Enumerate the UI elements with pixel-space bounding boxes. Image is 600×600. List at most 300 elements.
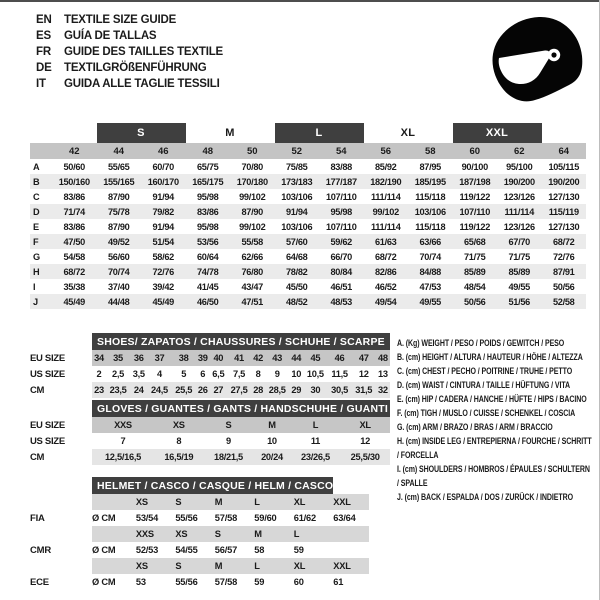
row-label: D bbox=[30, 204, 52, 219]
size-value: 190/200 bbox=[542, 174, 587, 189]
size-value: 85/89 bbox=[497, 264, 542, 279]
size-value: 45/50 bbox=[286, 281, 308, 292]
size-value: 87/90 bbox=[108, 221, 130, 232]
helmet-value-row bbox=[30, 542, 369, 558]
row-label: F bbox=[30, 234, 52, 249]
size-value: 65/68 bbox=[453, 234, 498, 249]
size-value: 60 bbox=[293, 577, 304, 587]
size-value: 54/55 bbox=[175, 545, 198, 555]
language-row bbox=[36, 46, 223, 62]
row-label: FIA bbox=[30, 512, 45, 524]
size-value: 115/119 bbox=[542, 204, 587, 219]
size-value: 45 bbox=[303, 350, 327, 366]
size-value: 68/72 bbox=[375, 251, 397, 262]
size-value: 90/100 bbox=[461, 161, 488, 172]
measurement-row bbox=[30, 264, 586, 279]
size-value: 91/94 bbox=[152, 191, 174, 202]
size-value: 20/24 bbox=[253, 449, 290, 465]
table-title-bar: HELMET / CASCO / CASQUE / HELM / CASCO bbox=[92, 477, 333, 494]
language-code: DE bbox=[36, 62, 52, 74]
size-value: 82/86 bbox=[364, 264, 409, 279]
size-value: 56/57 bbox=[214, 545, 238, 555]
size-value: 28 bbox=[251, 382, 265, 398]
size-value: 56/60 bbox=[108, 251, 130, 262]
spacer-cell bbox=[333, 477, 369, 494]
size-value: 50/56 bbox=[553, 281, 575, 292]
size-value: 55/65 bbox=[108, 161, 130, 172]
size-value: 155/165 bbox=[97, 174, 142, 189]
size-value: 49/52 bbox=[97, 234, 142, 249]
size-value: 59/62 bbox=[319, 234, 364, 249]
size-value: 80/84 bbox=[319, 264, 364, 279]
size-value: 177/187 bbox=[319, 174, 364, 189]
size-value: 66/70 bbox=[330, 251, 352, 262]
size-value: 42 bbox=[251, 350, 265, 366]
size-col-header: 64 bbox=[542, 143, 587, 159]
size-value: 5 bbox=[181, 369, 187, 379]
sub-row bbox=[30, 366, 390, 382]
size-value: 24 bbox=[130, 382, 147, 398]
size-value: 23,5 bbox=[106, 382, 130, 398]
size-value: XXS bbox=[136, 526, 175, 542]
language-title: TEXTILGRÖßENFÜHRUNG bbox=[64, 62, 207, 74]
size-value: 53/56 bbox=[186, 234, 231, 249]
size-value: 173/183 bbox=[275, 174, 320, 189]
legend-item: D. (cm) WAIST / CINTURA / TAILLE / HÜFTUNG / VITA bbox=[397, 380, 571, 390]
row-label: ECE bbox=[30, 576, 49, 588]
size-col-header: 52 bbox=[275, 143, 320, 159]
size-value: 74/78 bbox=[186, 264, 231, 279]
size-value: 59 bbox=[254, 577, 265, 587]
size-value: 41/45 bbox=[197, 281, 219, 292]
size-value: 72/76 bbox=[141, 264, 186, 279]
size-value: 36 bbox=[130, 350, 147, 366]
size-value: S bbox=[175, 558, 214, 574]
size-value: 107/110 bbox=[325, 221, 357, 232]
size-value: 2,5 bbox=[112, 369, 125, 379]
size-value: 6,5 bbox=[212, 369, 225, 379]
size-value: 38 bbox=[172, 350, 196, 366]
unit-cell bbox=[92, 526, 136, 542]
size-value: 41 bbox=[227, 350, 251, 366]
size-value: 95/98 bbox=[319, 204, 364, 219]
size-value: 165/175 bbox=[186, 174, 231, 189]
size-value: 182/190 bbox=[364, 174, 409, 189]
legend-item: H. (cm) INSIDE LEG / ENTREPIERNA / FOURCHE / SCHRITT / FORCELLA bbox=[397, 436, 592, 460]
size-value: 27,5 bbox=[227, 382, 251, 398]
size-value: 99/102 bbox=[239, 221, 266, 232]
size-value: 7,5 bbox=[233, 369, 246, 379]
size-value: 8 bbox=[255, 369, 261, 379]
size-value: M bbox=[215, 494, 254, 510]
size-value: 52/58 bbox=[542, 294, 587, 309]
size-value: 2 bbox=[96, 369, 102, 379]
language-code: EN bbox=[36, 14, 52, 26]
size-value: 87/95 bbox=[419, 161, 441, 172]
size-value: 47/51 bbox=[230, 294, 275, 309]
size-value: 59 bbox=[293, 545, 304, 555]
top-divider bbox=[0, 0, 600, 2]
corner-cell bbox=[30, 143, 52, 159]
language-code: ES bbox=[36, 30, 51, 42]
size-value: 50/60 bbox=[63, 161, 85, 172]
size-value: 63/64 bbox=[333, 513, 356, 523]
size-col-header: 62 bbox=[497, 143, 542, 159]
size-col-header: 48 bbox=[186, 143, 231, 159]
helmet-size-row bbox=[30, 526, 369, 542]
measurement-row bbox=[30, 249, 586, 264]
helmet-size-row bbox=[30, 558, 369, 574]
size-value: 123/126 bbox=[503, 221, 535, 232]
textile-size-table bbox=[30, 123, 586, 309]
measurement-row bbox=[30, 234, 586, 249]
size-value: XS bbox=[175, 526, 214, 542]
size-value: 59/60 bbox=[254, 513, 277, 523]
textile-size-table-head bbox=[30, 123, 586, 159]
table-title-row bbox=[30, 333, 390, 350]
size-value: 123/126 bbox=[503, 191, 535, 202]
size-value: 8 bbox=[176, 436, 182, 446]
size-group-S: S bbox=[97, 123, 186, 143]
size-value: 71/75 bbox=[508, 251, 530, 262]
row-label: CM bbox=[30, 384, 45, 396]
size-col-header: 54 bbox=[319, 143, 364, 159]
size-value: 57/58 bbox=[214, 513, 238, 523]
size-value: 51/54 bbox=[141, 234, 186, 249]
size-value: 45/49 bbox=[141, 294, 186, 309]
language-title: GUIDE DES TAILLES TEXTILE bbox=[64, 46, 223, 58]
size-value: 29 bbox=[289, 382, 303, 398]
size-value: 99/102 bbox=[239, 191, 266, 202]
size-value: 57/58 bbox=[214, 577, 238, 587]
size-value: 40 bbox=[210, 350, 227, 366]
language-row bbox=[36, 78, 223, 94]
size-value: 160/170 bbox=[141, 174, 186, 189]
size-value: 60/70 bbox=[152, 161, 174, 172]
size-value: 31,5 bbox=[352, 382, 376, 398]
size-col-header: 50 bbox=[230, 143, 275, 159]
size-value: 23 bbox=[92, 382, 106, 398]
size-value: 55/56 bbox=[175, 577, 198, 587]
row-label: CMR bbox=[30, 544, 52, 556]
size-value: 12 bbox=[358, 369, 369, 379]
legend-item: G. (cm) ARM / BRAZO / BRAS / ARM / BRACCIO bbox=[397, 422, 553, 432]
size-value: 79/82 bbox=[141, 204, 186, 219]
size-value bbox=[333, 526, 369, 542]
sub-row bbox=[30, 382, 390, 398]
size-value: XS bbox=[154, 417, 204, 433]
table-title-row bbox=[30, 400, 390, 417]
language-row bbox=[36, 30, 223, 46]
helmet-size-row bbox=[30, 494, 369, 510]
size-value: 55/56 bbox=[175, 513, 198, 523]
table-title-row bbox=[30, 477, 369, 494]
size-value: 53 bbox=[135, 577, 146, 587]
corner-cell bbox=[30, 123, 52, 143]
size-value: 150/160 bbox=[52, 174, 97, 189]
size-value: 107/110 bbox=[325, 191, 357, 202]
language-code: FR bbox=[36, 46, 51, 58]
size-value: 35/38 bbox=[63, 281, 85, 292]
language-title: TEXTILE SIZE GUIDE bbox=[64, 14, 177, 26]
size-value: 49/55 bbox=[408, 294, 453, 309]
size-value: 85/89 bbox=[453, 264, 498, 279]
size-value: 12 bbox=[360, 436, 371, 446]
size-value: 60/64 bbox=[197, 251, 219, 262]
size-value: 46/51 bbox=[330, 281, 352, 292]
language-title: GUIDA ALLE TAGLIE TESSILI bbox=[64, 78, 220, 90]
helmet-size-table bbox=[30, 477, 369, 590]
row-label: C bbox=[33, 191, 40, 202]
size-col-header: 42 bbox=[52, 143, 97, 159]
size-value: 83/86 bbox=[63, 221, 85, 232]
size-value: 44 bbox=[289, 350, 303, 366]
size-value: 83/86 bbox=[186, 204, 231, 219]
row-label: EU SIZE bbox=[30, 352, 65, 364]
size-value: 34 bbox=[92, 350, 106, 366]
size-value: M bbox=[253, 417, 290, 433]
size-value: 47/50 bbox=[52, 234, 97, 249]
size-value: 95/100 bbox=[506, 161, 533, 172]
size-value: 45/49 bbox=[52, 294, 97, 309]
size-value: 10 bbox=[267, 436, 277, 446]
size-value: 49/55 bbox=[508, 281, 530, 292]
size-value: 47 bbox=[352, 350, 376, 366]
sub-row bbox=[30, 433, 390, 449]
helmet-value-row bbox=[30, 510, 369, 526]
size-value: 6 bbox=[200, 369, 206, 379]
size-value: 18/21,5 bbox=[204, 449, 254, 465]
size-value: 95/98 bbox=[197, 221, 219, 232]
size-group-blank bbox=[52, 123, 97, 143]
size-value: L bbox=[294, 526, 334, 542]
size-value: 107/110 bbox=[453, 204, 498, 219]
size-value: 71/75 bbox=[464, 251, 486, 262]
spacer-cell bbox=[30, 400, 92, 417]
size-group-row bbox=[30, 123, 586, 143]
size-value: 9 bbox=[226, 436, 231, 446]
measurement-row bbox=[30, 279, 586, 294]
size-value: 78/82 bbox=[275, 264, 320, 279]
size-value: L bbox=[254, 558, 293, 574]
row-label: US SIZE bbox=[30, 435, 65, 447]
size-value: 111/114 bbox=[370, 191, 401, 202]
size-value: 39 bbox=[196, 350, 210, 366]
spacer-cell bbox=[30, 477, 92, 494]
size-value: 46 bbox=[327, 350, 351, 366]
row-label: G bbox=[33, 251, 40, 262]
size-value: 61 bbox=[333, 577, 344, 587]
size-value: 99/102 bbox=[364, 204, 409, 219]
unit-cell bbox=[92, 558, 136, 574]
textile-size-table-body bbox=[30, 159, 586, 309]
size-group-L: L bbox=[275, 123, 364, 143]
size-value: 11 bbox=[310, 436, 321, 446]
legend-item: E. (cm) HIP / CADERA / HANCHE / HÜFTE / HIPS / BACINO bbox=[397, 394, 587, 404]
row-label: E bbox=[33, 221, 39, 232]
sub-row bbox=[30, 417, 390, 433]
size-value: 50/56 bbox=[453, 294, 498, 309]
gloves-size-table bbox=[30, 400, 390, 465]
size-value: XS bbox=[136, 558, 175, 574]
size-group-M: M bbox=[225, 127, 235, 139]
size-value: 30 bbox=[303, 382, 327, 398]
size-value: 32 bbox=[376, 382, 390, 398]
size-value: 47/53 bbox=[419, 281, 441, 292]
size-value: 111/114 bbox=[370, 221, 401, 232]
size-value: 103/106 bbox=[408, 204, 453, 219]
size-value: 63/66 bbox=[408, 234, 453, 249]
size-value: 9 bbox=[274, 369, 280, 379]
size-value: 70/74 bbox=[97, 264, 142, 279]
size-value: 10 bbox=[291, 369, 302, 379]
size-value: 70/74 bbox=[419, 251, 441, 262]
row-label bbox=[30, 494, 92, 510]
size-value: 48/52 bbox=[275, 294, 320, 309]
size-value: 11,5 bbox=[331, 369, 348, 379]
size-value: 30,5 bbox=[327, 382, 351, 398]
row-label: J bbox=[30, 294, 52, 309]
size-value: 170/180 bbox=[230, 174, 275, 189]
unit-cell: Ø CM bbox=[92, 577, 116, 587]
language-list bbox=[36, 14, 223, 94]
legend-item: F. (cm) TIGH / MUSLO / CUISSE / SCHENKEL / COSCIA bbox=[397, 408, 576, 418]
size-value: XXL bbox=[333, 494, 369, 510]
size-value: 10,5 bbox=[306, 369, 324, 379]
size-value: 3,5 bbox=[132, 369, 145, 379]
size-value: 4 bbox=[157, 369, 162, 379]
size-value: 190/200 bbox=[497, 174, 542, 189]
helmet-value-row bbox=[30, 574, 369, 590]
row-label: EU SIZE bbox=[30, 419, 65, 431]
size-value: 71/74 bbox=[52, 204, 97, 219]
size-col-header: 46 bbox=[141, 143, 186, 159]
size-value: 7 bbox=[120, 436, 126, 446]
size-value: 61/62 bbox=[293, 513, 316, 523]
size-value: 65/75 bbox=[197, 161, 219, 172]
row-label: I bbox=[33, 281, 36, 292]
unit-cell: Ø CM bbox=[92, 513, 116, 523]
table-title-bar: GLOVES / GUANTES / GANTS / HANDSCHUHE / GUANTI bbox=[92, 400, 390, 417]
size-value: 67/70 bbox=[497, 234, 542, 249]
measurement-row bbox=[30, 189, 586, 204]
size-value: 103/106 bbox=[281, 221, 313, 232]
size-value: 35 bbox=[106, 350, 130, 366]
size-value: 84/88 bbox=[408, 264, 453, 279]
size-value: M bbox=[254, 526, 293, 542]
legend-item: B. (cm) HEIGHT / ALTURA / HAUTEUR / HÖHE / ALTEZZA bbox=[397, 352, 583, 362]
legend-item: J. (cm) BACK / ESPALDA / DOS / ZURÜCK / INDIETRO bbox=[397, 492, 574, 502]
size-value: 83/86 bbox=[63, 191, 85, 202]
size-value: L bbox=[291, 417, 341, 433]
size-value: 37/40 bbox=[108, 281, 130, 292]
size-col-header: 60 bbox=[453, 143, 498, 159]
size-value: 185/195 bbox=[408, 174, 453, 189]
row-label: B bbox=[30, 174, 52, 189]
size-value: 27 bbox=[210, 382, 227, 398]
size-value: 48/53 bbox=[319, 294, 364, 309]
size-col-header: 58 bbox=[408, 143, 453, 159]
size-value: 62/66 bbox=[241, 251, 263, 262]
size-value: 44/48 bbox=[97, 294, 142, 309]
size-value: XS bbox=[136, 494, 175, 510]
size-value: 51/56 bbox=[497, 294, 542, 309]
size-group-XL: XL bbox=[400, 127, 416, 139]
sub-row bbox=[30, 449, 390, 465]
size-value: 48 bbox=[376, 350, 390, 366]
size-value: 54/58 bbox=[63, 251, 85, 262]
size-value: S bbox=[175, 494, 214, 510]
size-value: XL bbox=[294, 494, 334, 510]
size-value: 83/88 bbox=[330, 161, 352, 172]
size-value: 26 bbox=[196, 382, 210, 398]
size-value: 43 bbox=[265, 350, 289, 366]
size-value: 55/58 bbox=[230, 234, 275, 249]
size-value: 57/60 bbox=[275, 234, 320, 249]
size-value: XXL bbox=[333, 558, 369, 574]
size-value: 70/80 bbox=[241, 161, 263, 172]
size-value: 16,5/19 bbox=[154, 449, 204, 465]
size-value: 43/47 bbox=[241, 281, 263, 292]
unit-cell bbox=[92, 494, 136, 510]
size-value: 111/114 bbox=[497, 204, 542, 219]
size-value: XL bbox=[294, 558, 334, 574]
size-col-header: 44 bbox=[97, 143, 142, 159]
row-label: CM bbox=[30, 451, 45, 463]
size-value: 68/72 bbox=[52, 264, 97, 279]
size-value: 75/85 bbox=[286, 161, 308, 172]
measurement-row bbox=[30, 204, 586, 219]
size-value: 105/115 bbox=[548, 161, 580, 172]
size-value: 46/50 bbox=[186, 294, 231, 309]
legend-item: C. (cm) CHEST / PECHO / POITRINE / TRUHE / PETTO bbox=[397, 366, 573, 376]
shoes-size-table bbox=[30, 333, 390, 398]
size-value: 119/122 bbox=[459, 221, 491, 232]
size-value: 25,5 bbox=[172, 382, 196, 398]
row-label bbox=[30, 526, 92, 542]
racing-helmet-icon bbox=[487, 14, 587, 102]
measurement-legend bbox=[397, 336, 593, 504]
row-label: H bbox=[30, 264, 52, 279]
size-value bbox=[333, 542, 369, 558]
size-value: 53/54 bbox=[135, 513, 159, 523]
measurement-row bbox=[30, 174, 586, 189]
sub-row bbox=[30, 350, 390, 366]
language-row bbox=[36, 14, 223, 30]
size-value: 23/26,5 bbox=[291, 449, 341, 465]
size-value: M bbox=[215, 558, 254, 574]
size-value: 91/94 bbox=[152, 221, 174, 232]
size-value: 119/122 bbox=[459, 191, 491, 202]
size-value: 64/68 bbox=[286, 251, 308, 262]
size-value: XXS bbox=[92, 417, 154, 433]
row-label: A bbox=[33, 161, 40, 172]
size-value: 76/80 bbox=[230, 264, 275, 279]
size-value: 68/72 bbox=[542, 234, 587, 249]
size-value: 58 bbox=[254, 545, 265, 555]
size-value: 48/54 bbox=[464, 281, 486, 292]
size-value: S bbox=[204, 417, 254, 433]
row-label: US SIZE bbox=[30, 368, 65, 380]
size-value: 58/62 bbox=[152, 251, 174, 262]
size-value: 46/52 bbox=[375, 281, 397, 292]
size-value: 25,5/30 bbox=[340, 449, 390, 465]
size-value: 103/106 bbox=[281, 191, 313, 202]
size-value: 115/118 bbox=[415, 221, 446, 232]
measurement-row bbox=[30, 219, 586, 234]
language-title: GUÍA DE TALLAS bbox=[64, 30, 157, 42]
language-code: IT bbox=[36, 78, 46, 90]
